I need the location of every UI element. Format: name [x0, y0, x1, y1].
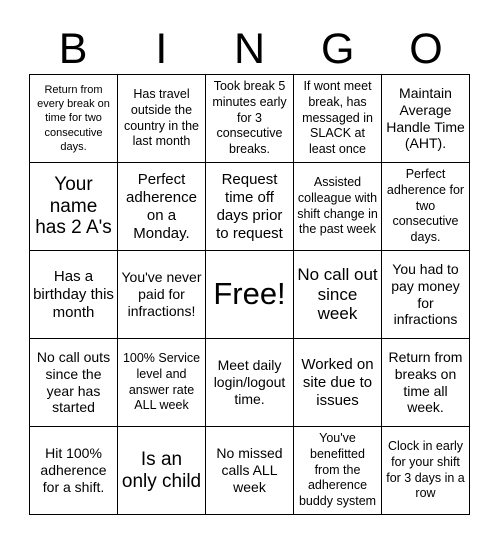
bingo-cell[interactable]: Has travel outside the country in the last month	[118, 75, 206, 163]
free-space-cell[interactable]: Free!	[206, 251, 294, 339]
bingo-cell[interactable]: No call outs since the year has started	[30, 339, 118, 427]
header-letter-o: O	[409, 25, 443, 73]
bingo-cell[interactable]: Took break 5 minutes early for 3 consecutive breaks.	[206, 75, 294, 163]
bingo-header	[29, 24, 470, 74]
bingo-cell[interactable]: Is an only child	[118, 427, 206, 515]
bingo-cell[interactable]: Perfect adherence on a Monday.	[118, 163, 206, 251]
bingo-cell[interactable]: 100% Service level and answer rate ALL week	[118, 339, 206, 427]
bingo-cell[interactable]: Maintain Average Handle Time (AHT).	[382, 75, 470, 163]
bingo-cell[interactable]: Meet daily login/logout time.	[206, 339, 294, 427]
bingo-cell[interactable]: No call out since week	[294, 251, 382, 339]
bingo-cell[interactable]: If wont meet break, has messaged in SLACK at least once	[294, 75, 382, 163]
bingo-cell[interactable]: Your name has 2 A's	[30, 163, 118, 251]
bingo-grid	[29, 74, 470, 515]
bingo-cell[interactable]: Request time off days prior to request	[206, 163, 294, 251]
bingo-cell[interactable]: Has a birthday this month	[30, 251, 118, 339]
bingo-cell[interactable]: You had to pay money for infractions	[382, 251, 470, 339]
bingo-cell[interactable]: Return from every break on time for two consecutive days.	[30, 75, 118, 163]
bingo-cell[interactable]: Perfect adherence for two consecutive days.	[382, 163, 470, 251]
bingo-cell[interactable]: Clock in early for your shift for 3 days in a row	[382, 427, 470, 515]
bingo-cell[interactable]: Assisted colleague with shift change in the past week	[294, 163, 382, 251]
bingo-cell[interactable]: Worked on site due to issues	[294, 339, 382, 427]
bingo-cell[interactable]: No missed calls ALL week	[206, 427, 294, 515]
bingo-cell[interactable]: Return from breaks on time all week.	[382, 339, 470, 427]
header-letter-i: I	[155, 25, 168, 73]
header-letter-b: B	[58, 25, 88, 73]
header-letter-g: G	[320, 25, 355, 73]
bingo-cell[interactable]: You've benefitted from the adherence buddy system	[294, 427, 382, 515]
header-letter-n: N	[233, 25, 266, 73]
bingo-cell[interactable]: Hit 100% adherence for a shift.	[30, 427, 118, 515]
bingo-cell[interactable]: You've never paid for infractions!	[118, 251, 206, 339]
